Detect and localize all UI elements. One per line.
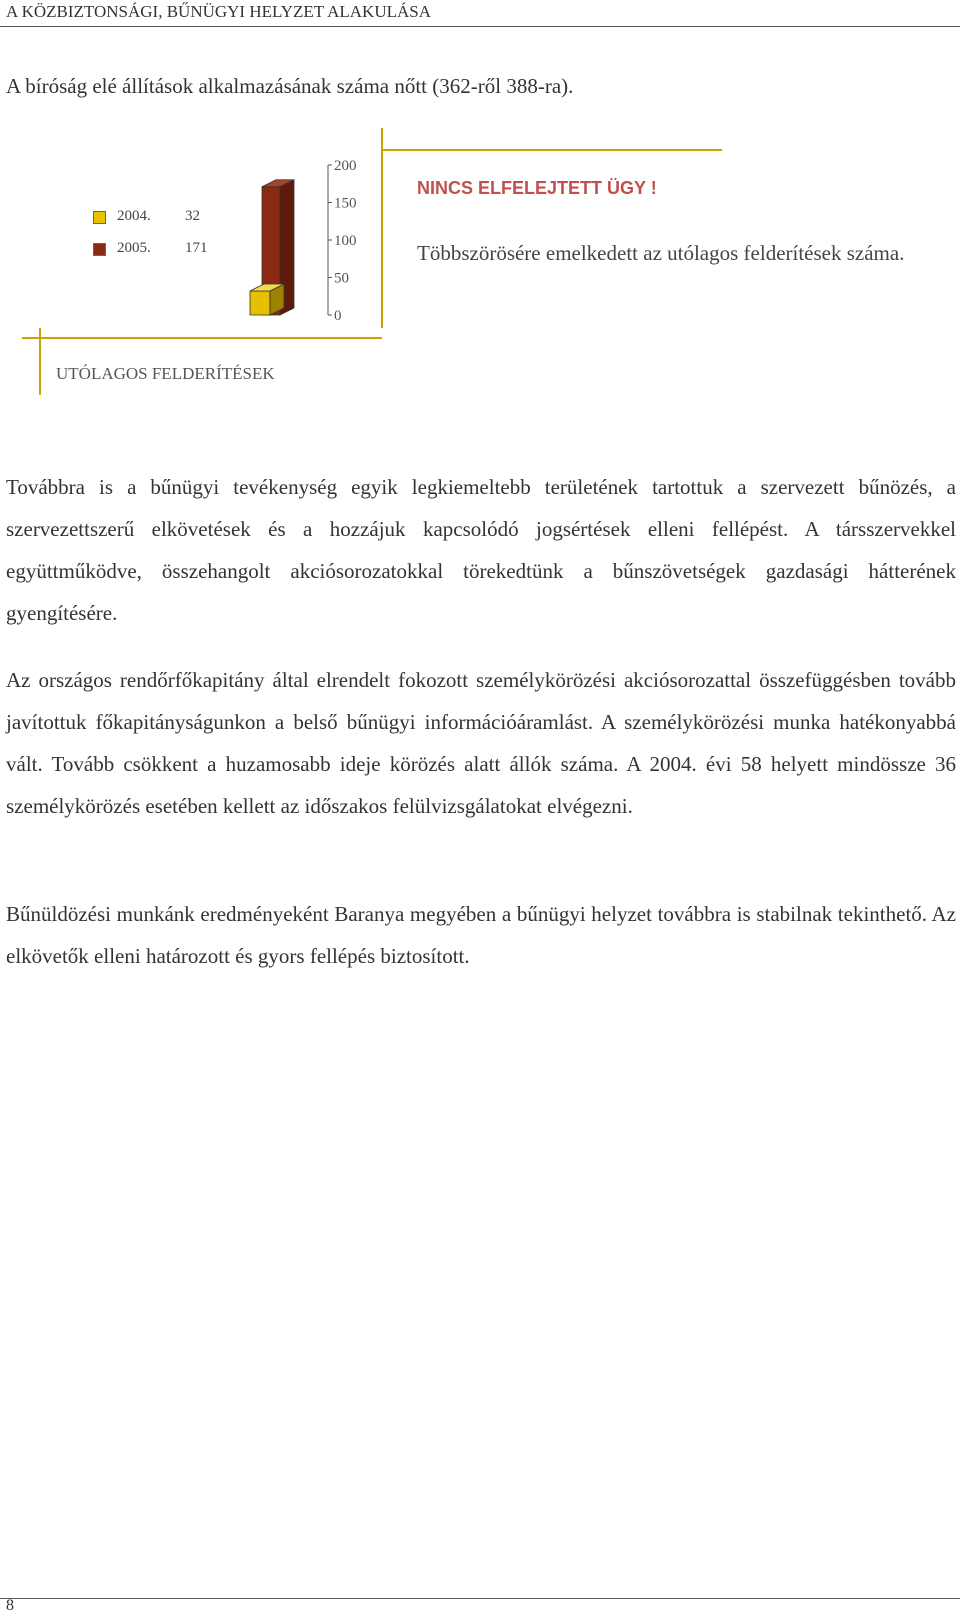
footer-divider: [0, 1598, 960, 1599]
paragraph-wanted-persons: Az országos rendőrfőkapitány által elrendelt fokozott személykörözési akciósorozattal összefüggésben tovább javítottuk főkapitányságunkon a belső bűnügyi információáramlást. A személykörözési munka hatékonyabbá vált. Tovább csökkent a huzamosabb ideje körözés alatt állók száma. A 2004. évi 58 helyett mindössze 36 személykörözés esetében kellett az időszakos felülvizsgálatokat elvégezni.: [6, 668, 956, 818]
chart: [0, 0, 960, 400]
legend-value-2005: 171: [185, 240, 208, 256]
intro-sentence: A bíróság elé állítások alkalmazásának száma nőtt (362-ről 388-ra).: [6, 74, 574, 98]
legend-value-2004: 32: [185, 208, 200, 224]
y-tick-label: 150: [334, 195, 357, 212]
callout-text: Többszörösére emelkedett az utólagos felderítések száma.: [417, 241, 905, 265]
legend-swatch-2004: [93, 211, 106, 224]
bar-2004: [250, 284, 284, 315]
y-tick-label: 0: [334, 308, 342, 324]
legend-year-2004: 2004.: [117, 208, 151, 224]
paragraph-conclusion: Bűnüldözési munkánk eredményeként Baranya megyében a bűnügyi helyzet továbbra is stabilnak tekinthető. Az elkövetők elleni határozott és gyors fellépés biztosított.: [6, 902, 956, 968]
paragraph-organized-crime: Továbbra is a bűnügyi tevékenység egyik legkiemeltebb területének tartottuk a szervezett bűnözés, a szervezettszerű elkövetések és a hozzájuk kapcsolódó jogsértések elleni fellépést. A társszervekkel együttműködve, összehangolt akciósorozatokkal törekedtünk a bűnszövetségek gazdasági hátterének gyengítésére.: [6, 475, 956, 625]
legend-year-2005: 2005.: [117, 240, 151, 256]
chart-legend: [93, 208, 233, 268]
chart-title: UTÓLAGOS FELDERÍTÉSEK: [56, 364, 275, 383]
page-number: 8: [6, 1597, 14, 1614]
y-tick-label: 100: [334, 233, 357, 249]
callout-title: NINCS ELFELEJTETT ÜGY !: [417, 178, 657, 198]
header-title: A KÖZBIZTONSÁGI, BŰNÜGYI HELYZET ALAKULÁSA: [6, 2, 432, 21]
y-tick-label: 50: [334, 270, 349, 287]
legend-swatch-2005: [93, 243, 106, 256]
y-tick-label: 200: [334, 158, 357, 174]
